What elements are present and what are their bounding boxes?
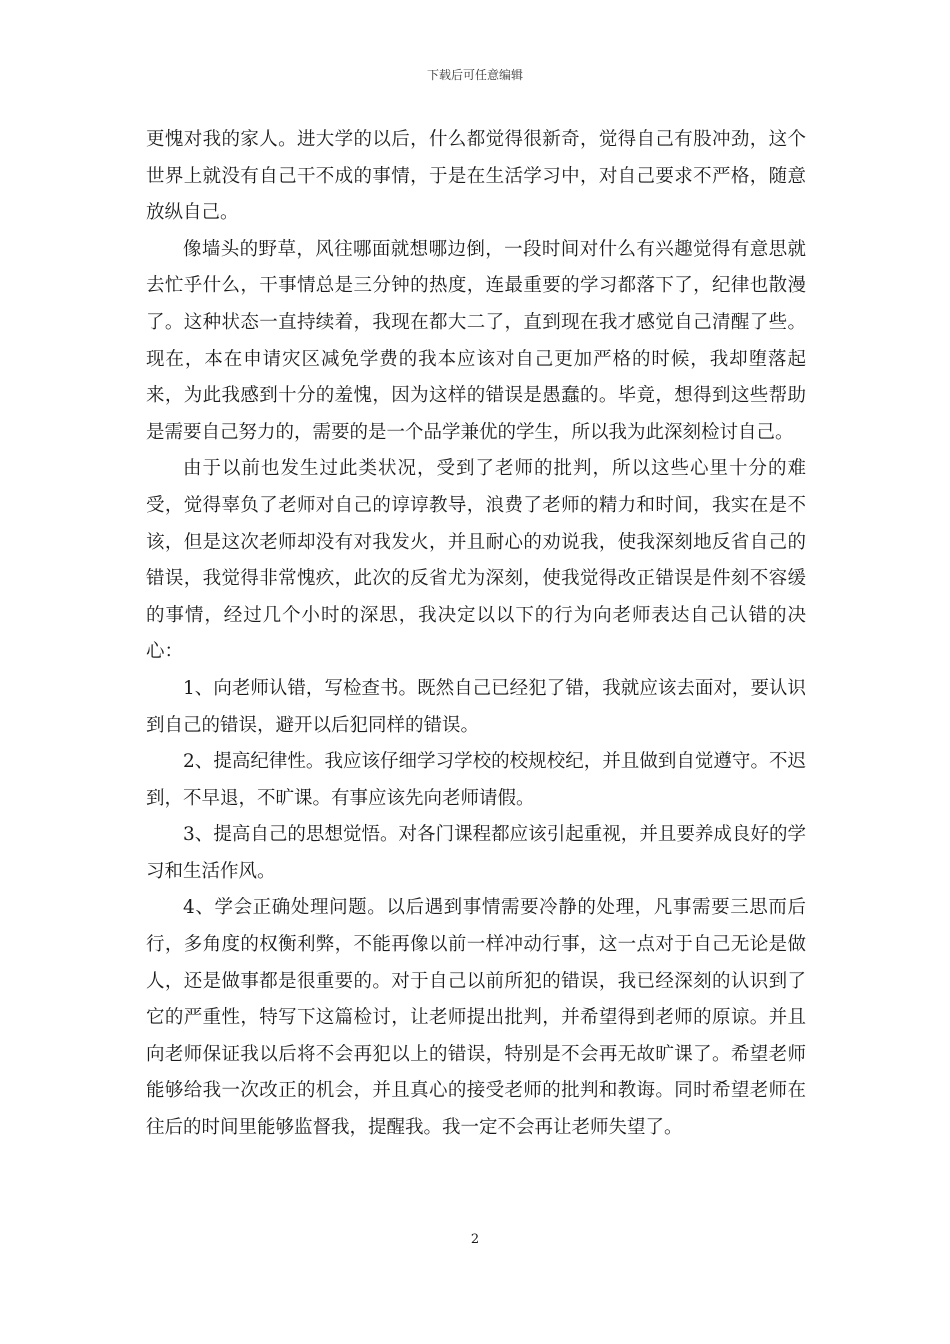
list-item-2: 2、提高纪律性。我应该仔细学习学校的校规校纪，并且做到自觉遵守。不迟到，不早退，不旷课。有事应该先向老师请假。 bbox=[146, 751, 806, 809]
paragraph-weeds: 像墙头的野草，风往哪面就想哪边倒，一段时间对什么有兴趣觉得有意思就去忙乎什么，干事情总是三分钟的热度，连最重要的学习都落下了，纪律也散漫了。这种状态一直持续着，我现在都大二了，直到现在我才感觉自己清醒了些。现在，本在申请灾区减免学费的我本应该对自己更加严格的时候，我却堕落起来，为此我感到十分的羞愧，因为这样的错误是愚蠢的。毕竟，想得到这些帮助是需要自己努力的，需要的是一个品学兼优的学生，所以我为此深刻检讨自己。 bbox=[146, 238, 806, 443]
paragraph-reflection: 由于以前也发生过此类状况，受到了老师的批判，所以这些心里十分的难受，觉得辜负了老师对自己的谆谆教导，浪费了老师的精力和时间，我实在是不该，但是这次老师却没有对我发火，并且耐心的劝说我，使我深刻地反省自己的错误，我觉得非常愧疚，此次的反省尤为深刻，使我觉得改正错误是件刻不容缓的事情，经过几个小时的深思，我决定以以下的行为向老师表达自己认错的决心： bbox=[146, 458, 806, 663]
list-item-1: 1、向老师认错，写检查书。既然自己已经犯了错，我就应该去面对，要认识到自己的错误，避开以后犯同样的错误。 bbox=[146, 677, 806, 736]
page-header: 下载后可任意编辑 bbox=[426, 68, 523, 82]
page-number: 2 bbox=[470, 1232, 480, 1247]
list-item-4: 4、学会正确处理问题。以后遇到事情需要冷静的处理，凡事需要三思而后行，多角度的权衡利弊，不能再像以前一样冲动行事，这一点对于自己无论是做人，还是做事都是很重要的。对于自己以前所犯的错误，我已经深刻的认识到了它的严重性，特写下这篇检讨，让老师提出批判，并希望得到老师的原谅。并且向老师保证我以后将不会再犯以上的错误，特别是不会再无故旷课了。希望老师能够给我一次改正的机会，并且真心的接受老师的批判和教诲。同时希望老师在往后的时间里能够监督我，提醒我。我一定不会再让老师失望了。 bbox=[146, 897, 806, 1139]
list-item-3: 3、提高自己的思想觉悟。对各门课程都应该引起重视，并且要养成良好的学习和生活作风。 bbox=[146, 824, 806, 882]
document-body bbox=[146, 122, 806, 1147]
paragraph-continuation: 更愧对我的家人。进大学的以后，什么都觉得很新奇，觉得自己有股冲劲，这个世界上就没有自己干不成的事情，于是在生活学习中，对自己要求不严格，随意放纵自己。 bbox=[146, 129, 806, 224]
